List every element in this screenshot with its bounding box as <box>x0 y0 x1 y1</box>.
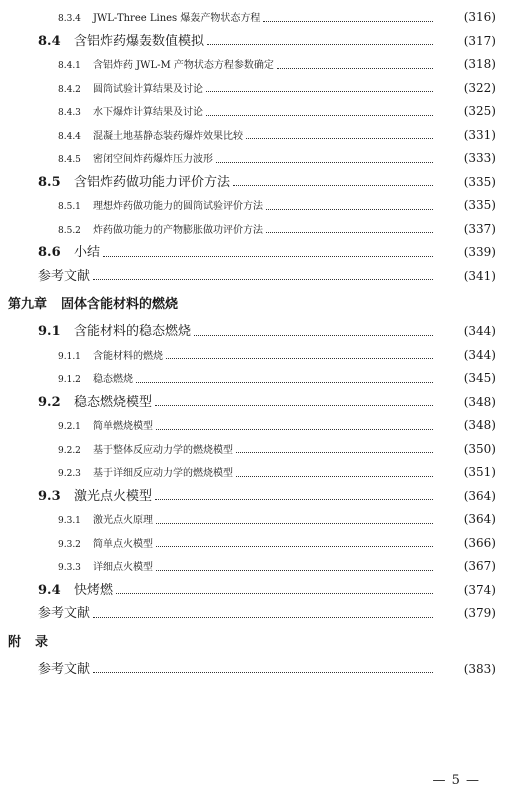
toc-entry-title: 圆筒试验计算结果及讨论 <box>93 83 203 95</box>
toc-entry-page: (348) <box>463 394 496 409</box>
dot-leader <box>266 208 433 210</box>
toc-entry-number: 8.4.1 <box>58 61 81 71</box>
toc-entry-title: 炸药做功能力的产物膨胀做功评价方法 <box>93 224 263 236</box>
dot-leader <box>155 404 433 406</box>
toc-entry-number: 9.2.2 <box>58 445 81 456</box>
toc-entry-page: (383) <box>463 661 496 676</box>
dot-leader <box>166 357 433 359</box>
toc-entry <box>0 100 510 124</box>
toc-entry <box>0 579 510 603</box>
toc-entry-page: (333) <box>463 151 496 165</box>
toc-entry-title: 含铝炸药做功能力评价方法 <box>74 174 231 190</box>
toc-entry-page: (337) <box>463 221 496 236</box>
toc-entry-number: 8.4.3 <box>58 108 81 118</box>
toc-entry-number: 第九章 <box>8 297 48 312</box>
toc-entry-page: (318) <box>463 57 496 71</box>
toc-entry-number: 8.6 <box>38 245 61 260</box>
toc-entry <box>0 241 510 265</box>
toc-entry-title: 激光点火原理 <box>93 515 153 526</box>
toc-entry-number: 9.2.3 <box>58 469 81 479</box>
table-of-contents <box>0 6 510 681</box>
dot-leader <box>155 498 433 500</box>
toc-entry-title: 录 <box>35 634 49 650</box>
toc-entry-page: (374) <box>463 582 496 597</box>
toc-entry <box>0 658 510 682</box>
toc-entry <box>0 367 510 391</box>
toc-entry <box>0 532 510 556</box>
dot-leader <box>236 451 433 453</box>
toc-entry <box>0 53 510 77</box>
toc-entry-page: (350) <box>463 441 496 456</box>
toc-entry-number: 9.2 <box>38 394 61 410</box>
toc-entry <box>0 414 510 438</box>
toc-entry-title: 小结 <box>74 245 101 260</box>
toc-entry-title: 简单燃烧模型 <box>93 421 153 432</box>
toc-entry-title: 稳态燃烧模型 <box>74 394 153 410</box>
dot-leader <box>156 522 433 524</box>
toc-entry-page: (345) <box>463 371 496 385</box>
toc-entry-number: 附 <box>8 634 22 650</box>
dot-leader <box>156 545 433 547</box>
dot-leader <box>233 184 433 186</box>
dot-leader <box>93 278 433 280</box>
toc-entry-page: (335) <box>463 174 496 189</box>
toc-entry-page: (351) <box>463 465 496 479</box>
toc-entry-number: 8.4.2 <box>58 84 81 95</box>
toc-entry-title: JWL-Three Lines 爆轰产物状态方程 <box>93 13 261 24</box>
toc-entry-number: 8.3.4 <box>58 14 81 24</box>
toc-entry-number: 9.3.3 <box>58 563 81 573</box>
toc-entry-title: 理想炸药做功能力的圆筒试验评价方法 <box>93 201 263 212</box>
toc-entry-page: (364) <box>463 512 496 526</box>
toc-entry-page: (317) <box>463 33 496 48</box>
toc-entry-page: (316) <box>463 10 496 24</box>
toc-entry-title: 激光点火模型 <box>74 488 153 504</box>
dot-leader <box>207 43 433 45</box>
dot-leader <box>194 334 433 336</box>
dot-leader <box>93 616 433 618</box>
toc-entry-title: 水下爆炸计算结果及讨论 <box>93 107 203 118</box>
dot-leader <box>103 255 433 257</box>
toc-entry-page: (341) <box>463 268 496 283</box>
toc-entry-page: (335) <box>463 198 496 212</box>
toc-entry-number: 8.5 <box>38 174 61 190</box>
dot-leader <box>156 569 433 571</box>
toc-entry-number: 8.4 <box>38 33 61 49</box>
toc-entry-title: 含铝炸药爆轰数值模拟 <box>74 33 205 49</box>
dot-leader <box>263 20 433 22</box>
toc-entry-page: (322) <box>463 80 496 95</box>
toc-entry <box>0 391 510 415</box>
toc-entry <box>0 218 510 242</box>
toc-entry <box>0 124 510 148</box>
dot-leader <box>236 475 433 477</box>
toc-chapter-heading <box>0 290 510 320</box>
toc-entry-number: 8.5.2 <box>58 225 81 236</box>
toc-entry <box>0 344 510 368</box>
toc-entry <box>0 171 510 195</box>
toc-entry-title: 稳态燃烧 <box>93 374 133 385</box>
dot-leader <box>216 161 433 163</box>
toc-entry <box>0 461 510 485</box>
toc-entry-page: (325) <box>463 104 496 118</box>
toc-entry-title: 快烤燃 <box>74 582 114 598</box>
toc-entry <box>0 30 510 54</box>
toc-entry-title: 含铝炸药 JWL-M 产物状态方程参数确定 <box>93 60 274 71</box>
toc-entry-title: 密闭空间炸药爆炸压力波形 <box>93 154 213 165</box>
toc-entry-number: 9.3 <box>38 488 61 504</box>
toc-entry-title: 参考文献 <box>38 606 91 621</box>
toc-entry-number: 8.4.5 <box>58 155 81 165</box>
dot-leader <box>206 114 433 116</box>
toc-entry-title: 含能材料的稳态燃烧 <box>74 324 192 339</box>
toc-entry-number: 8.4.4 <box>58 131 81 142</box>
toc-entry <box>0 77 510 101</box>
toc-chapter-heading <box>0 628 510 658</box>
toc-entry-number: 9.1.2 <box>58 375 81 385</box>
toc-entry-number: 8.5.1 <box>58 202 81 212</box>
dot-leader <box>93 671 433 673</box>
dot-leader <box>156 428 433 430</box>
toc-entry-number: 9.3.2 <box>58 539 81 550</box>
toc-entry-number: 9.3.1 <box>58 516 81 526</box>
toc-entry <box>0 265 510 289</box>
dot-leader <box>277 67 433 69</box>
toc-entry-title: 基于详细反应动力学的燃烧模型 <box>93 468 233 479</box>
dot-leader <box>116 592 433 594</box>
toc-entry-page: (366) <box>463 535 496 550</box>
toc-entry-page: (344) <box>463 347 496 362</box>
dot-leader <box>266 231 433 233</box>
toc-entry-title: 含能材料的燃烧 <box>93 350 163 362</box>
toc-entry-title: 简单点火模型 <box>93 538 153 550</box>
toc-entry <box>0 485 510 509</box>
toc-entry-title: 固体含能材料的燃烧 <box>61 297 179 312</box>
dot-leader <box>136 381 433 383</box>
toc-entry-page: (344) <box>463 324 496 338</box>
toc-entry-title: 详细点火模型 <box>93 562 153 573</box>
toc-entry <box>0 555 510 579</box>
toc-entry <box>0 508 510 532</box>
toc-entry-title: 混凝土地基静态装药爆炸效果比较 <box>93 130 243 142</box>
toc-entry-number: 9.4 <box>38 582 61 598</box>
toc-entry-number: 9.1 <box>38 324 61 339</box>
toc-entry-title: 基于整体反应动力学的燃烧模型 <box>93 444 233 456</box>
toc-entry-page: (367) <box>463 559 496 573</box>
toc-entry-page: (339) <box>463 245 496 259</box>
page-number: — 5 — <box>432 773 480 788</box>
dot-leader <box>206 90 433 92</box>
toc-entry-title: 参考文献 <box>38 268 91 284</box>
toc-entry <box>0 602 510 626</box>
toc-entry <box>0 147 510 171</box>
dot-leader <box>246 137 433 139</box>
toc-entry <box>0 320 510 344</box>
toc-entry-page: (364) <box>463 488 496 503</box>
toc-entry-page: (379) <box>463 606 496 620</box>
toc-entry <box>0 194 510 218</box>
toc-entry-number: 9.1.1 <box>58 351 81 362</box>
toc-entry <box>0 438 510 462</box>
toc-entry <box>0 6 510 30</box>
toc-entry-page: (348) <box>463 418 496 432</box>
toc-entry-title: 参考文献 <box>38 661 91 677</box>
toc-entry-number: 9.2.1 <box>58 422 81 432</box>
toc-entry-page: (331) <box>463 127 496 142</box>
